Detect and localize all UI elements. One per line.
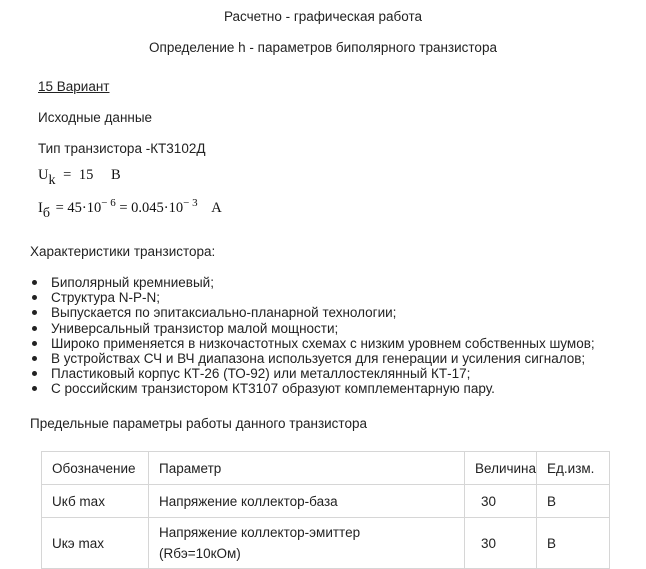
document-title: Расчетно - графическая работа [223,9,423,24]
formula-uk-unit: В [111,167,121,183]
characteristics-list [30,275,595,397]
cell-unit: В [537,518,610,569]
formula-uk-equals: = [63,167,72,183]
header-parameter: Параметр [149,452,465,485]
list-item: Широко применяется в низкочастотных схемах с низким уровнем собственных шумов; [30,336,595,351]
document-subtitle: Определение h - параметров биполярного транзистора [149,40,497,55]
table-header-row [42,452,610,485]
parameters-table [41,451,610,569]
header-symbol: Обозначение [42,452,149,485]
characteristics-heading: Характеристики транзистора: [30,244,216,259]
header-unit: Ед.изм. [537,452,610,485]
formula-ib-unit: А [211,200,222,216]
header-value: Величина [465,452,537,485]
formula-ib-equals2: = [119,200,128,216]
formula-ib [38,197,222,221]
list-item: Структура N-P-N; [30,290,595,305]
cell-parameter [149,518,465,569]
cell-symbol: Uкэ max [42,518,149,569]
formula-ib-exp1: − 6 [101,197,116,209]
cell-parameter-line1: Напряжение коллектор-эмиттер [159,525,361,540]
list-item: Биполярный кремниевый; [30,275,595,290]
formula-ib-equals: = [55,200,64,216]
list-item: Выпускается по эпитаксиально-планарной технологии; [30,305,595,320]
formula-uk [38,167,121,188]
formula-ib-mantissa1: 45·10 [67,200,102,216]
formula-ib-mantissa2: 0.045·10 [131,200,184,216]
table-row [42,485,610,518]
formula-uk-subscript: k [48,173,56,188]
formula-ib-symbol: I [38,200,43,216]
formula-uk-symbol: U [38,167,49,183]
list-item: Универсальный транзистор малой мощности; [30,321,595,336]
cell-value: 30 [465,485,537,518]
table-row [42,518,610,569]
initial-data-heading: Исходные данные [38,110,153,125]
cell-symbol: Uкб max [42,485,149,518]
list-item: В устройствах СЧ и ВЧ диапазона используется для генерации и усиления сигналов; [30,351,595,366]
variant-label: 15 Вариант [38,79,110,94]
formula-ib-exp2: − 3 [183,197,198,209]
cell-parameter: Напряжение коллектор-база [149,485,465,518]
limits-heading: Предельные параметры работы данного транзистора [30,416,367,431]
list-item: С российским транзистором КТ3107 образуют комплементарную пару. [30,381,595,396]
cell-unit: В [537,485,610,518]
formula-uk-value: 15 [78,167,94,183]
formula-ib-subscript: б [42,206,50,221]
transistor-type: Тип транзистора -КТ3102Д [38,141,206,156]
cell-parameter-line2: (Rбэ=10кОм) [159,546,241,561]
list-item: Пластиковый корпус КТ-26 (ТО-92) или металлостеклянный КТ-17; [30,366,595,381]
cell-value: 30 [465,518,537,569]
